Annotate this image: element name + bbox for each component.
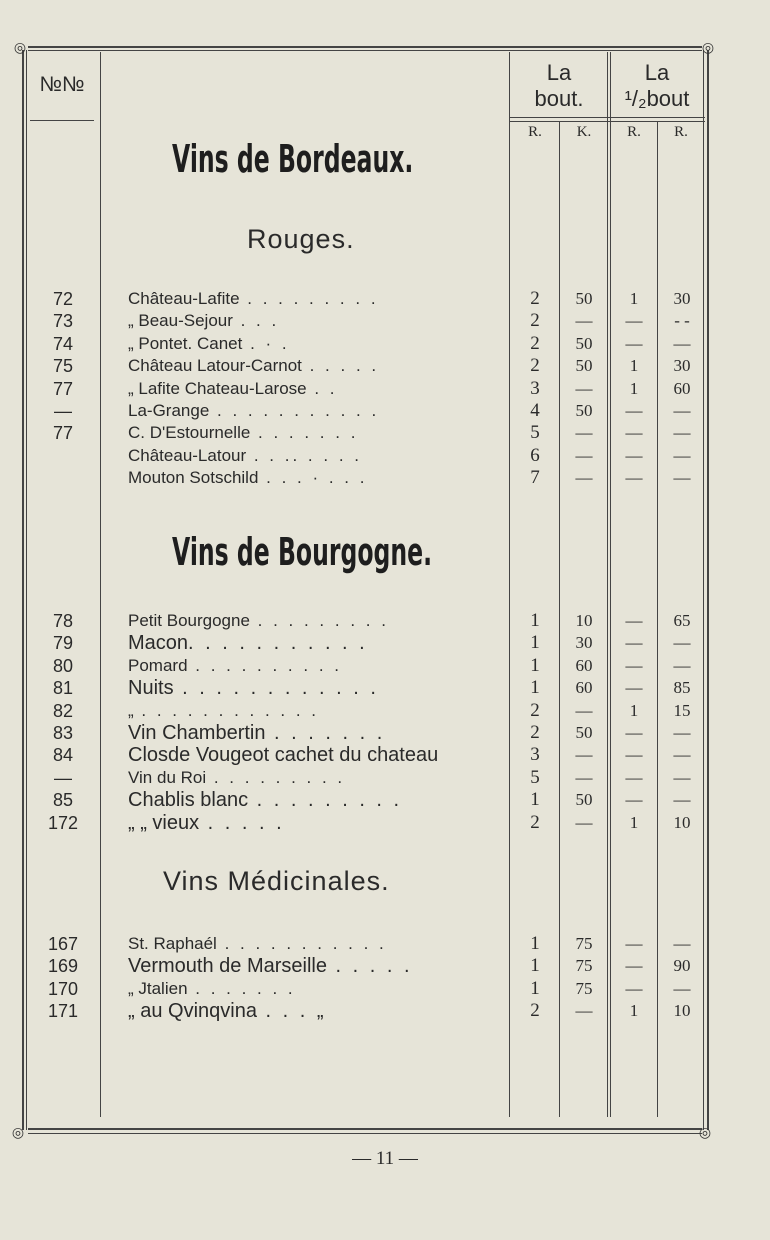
leader-dots: . . . . . . . xyxy=(265,722,386,744)
wine-name xyxy=(128,355,496,377)
half-bottle-kopecks: 65 xyxy=(673,611,691,630)
wine-name xyxy=(128,978,496,1000)
half-bottle-rubles: — xyxy=(625,767,643,787)
ornament-top-left-icon: ◎ xyxy=(13,39,27,55)
wine-name xyxy=(128,700,496,722)
half-bottle-rubles: — xyxy=(625,978,643,998)
bottle-rubles: 1 xyxy=(530,977,540,999)
wine-name-text: „ Beau-Sejour xyxy=(128,311,233,331)
table-row xyxy=(0,378,770,400)
wine-number: 83 xyxy=(52,723,74,743)
half-bottle-kopecks: — xyxy=(673,401,691,420)
bottle-rubles: 7 xyxy=(530,467,540,489)
table-row xyxy=(0,655,770,677)
half-bottle-rubles: — xyxy=(625,333,643,353)
wine-number: — xyxy=(54,767,72,788)
wine-name-text: Petit Bourgogne xyxy=(128,611,250,630)
half-bottle-rubles: — xyxy=(625,611,643,630)
half-bottle-kopecks: — xyxy=(673,767,691,787)
wine-name xyxy=(128,955,496,977)
table-row xyxy=(0,933,770,955)
half-bottle-header-line2: ¹/₂bout xyxy=(624,86,690,111)
bottle-kopecks: 50 xyxy=(575,289,593,308)
bottle-rubles: 5 xyxy=(530,422,540,444)
wine-name xyxy=(128,1000,496,1022)
half-bottle-kopecks: — xyxy=(673,655,691,675)
wine-name xyxy=(128,310,496,332)
half-bottle-kopecks: — xyxy=(673,445,691,465)
wine-number: — xyxy=(54,401,72,421)
wine-number: 171 xyxy=(47,1001,79,1022)
wine-name-text: Château-Lafite xyxy=(128,289,240,308)
half-bottle-kopecks: — xyxy=(673,723,691,742)
half-bottle-rubles: — xyxy=(625,790,643,810)
table-row xyxy=(0,333,770,355)
ornament-bottom-left-icon: ◎ xyxy=(11,1124,25,1140)
half-bottle-rubles: — xyxy=(625,678,643,698)
bordeaux-section-title: Vins de Bordeaux. xyxy=(172,137,414,181)
bottle-kopecks: 30 xyxy=(575,633,593,653)
table-row xyxy=(0,812,770,834)
bottle-kopecks: 10 xyxy=(575,611,593,630)
medicinales-subtitle: Vins Médicinales. xyxy=(163,866,390,896)
ornament-bottom-right-icon: ◎ xyxy=(698,1124,712,1140)
leader-dots: . . . . . . . . . xyxy=(248,789,403,812)
half-bottle-kopecks: 10 xyxy=(673,1001,691,1021)
wine-name xyxy=(128,467,496,489)
leader-dots: . . . . . . . . . xyxy=(239,289,379,308)
half-bottle-kopecks: 60 xyxy=(673,378,691,398)
table-row xyxy=(0,422,770,444)
leader-dots: . · . xyxy=(242,333,290,353)
wine-name xyxy=(128,677,496,699)
half-bottle-kopecks: 85 xyxy=(673,678,691,698)
bottle-rubles: 5 xyxy=(530,766,540,788)
table-row xyxy=(0,677,770,699)
wine-name-text: C. D'Estournelle xyxy=(128,423,251,443)
bottle-rubles: 2 xyxy=(530,332,540,354)
half-bottle-rubles: — xyxy=(625,445,643,465)
table-row xyxy=(0,467,770,489)
half-bottle-rubles: — xyxy=(625,956,643,976)
top-frame-line-inner xyxy=(28,50,702,51)
half-bottle-kopecks: — xyxy=(673,790,691,810)
bottle-kopecks: 50 xyxy=(575,401,593,420)
wine-name xyxy=(128,933,496,955)
table-row xyxy=(0,1000,770,1022)
half-bottle-kopecks: — xyxy=(673,468,691,488)
wine-name-text: St. Raphaél xyxy=(128,934,217,953)
wine-name-text: Vermouth de Marseille xyxy=(128,955,327,978)
table-row xyxy=(0,288,770,310)
wine-name xyxy=(128,744,496,766)
table-row xyxy=(0,355,770,377)
bottle-kopecks: — xyxy=(575,311,593,331)
bottle-kopecks: 75 xyxy=(575,978,593,998)
rouges-subtitle: Rouges. xyxy=(247,224,355,254)
wine-name xyxy=(128,610,496,632)
wine-name xyxy=(128,333,496,355)
wine-number: 78 xyxy=(52,611,74,631)
bottle-rubles: 2 xyxy=(530,355,540,377)
bottle-header-line2: bout. xyxy=(534,86,584,111)
wine-name xyxy=(128,445,496,467)
wine-number: 79 xyxy=(52,633,74,654)
wine-name-text: Mouton Sotschild xyxy=(128,468,259,488)
wine-number: 74 xyxy=(52,333,74,354)
number-column-header: №№ xyxy=(39,73,85,96)
leader-dots: . . . . . . . . . . . xyxy=(209,401,380,420)
bottle-kopecks: — xyxy=(575,745,593,765)
wine-name-text: Chablis blanc xyxy=(128,789,249,812)
half-bottle-kopecks: 30 xyxy=(673,356,691,376)
wine-name xyxy=(128,655,496,677)
wine-name xyxy=(128,812,496,834)
bottle-kopecks: — xyxy=(575,378,593,398)
leader-dots: . . . . . xyxy=(326,955,413,978)
unit-ruble-half: R. xyxy=(627,124,641,140)
half-bottle-kopecks: — xyxy=(673,333,691,353)
bottle-kopecks: — xyxy=(575,423,593,443)
bottle-kopecks: 50 xyxy=(575,790,593,810)
bottle-rubles: 4 xyxy=(530,400,540,421)
half-bottle-rubles: 1 xyxy=(629,1001,639,1021)
wine-name xyxy=(128,378,496,400)
bottle-rubles: 6 xyxy=(530,444,540,466)
leader-dots: . . . . . . . . . . xyxy=(187,655,342,675)
leader-dots: . . . . . . . . . . . xyxy=(216,934,387,953)
half-bottle-rubles: — xyxy=(625,655,643,675)
bottle-kopecks: 50 xyxy=(575,333,593,353)
price-header-rule xyxy=(509,117,705,118)
page-number: — 11 — xyxy=(352,1148,418,1169)
bottle-kopecks: — xyxy=(575,445,593,465)
half-bottle-kopecks: 90 xyxy=(673,956,691,976)
half-bottle-rubles: — xyxy=(625,423,643,443)
half-bottle-kopecks: - - xyxy=(674,311,690,331)
bottom-frame-line-inner xyxy=(28,1133,702,1134)
ornament-top-right-icon: ◎ xyxy=(701,39,715,55)
leader-dots: . . . . . . . . . xyxy=(249,611,389,630)
wine-name xyxy=(128,288,496,310)
leader-dots: . . . . . xyxy=(199,811,285,834)
bottle-kopecks: — xyxy=(575,1001,593,1021)
half-bottle-kopecks: — xyxy=(673,934,691,953)
wine-number: 75 xyxy=(52,356,74,377)
table-row xyxy=(0,700,770,722)
bottle-rubles: 1 xyxy=(530,677,540,699)
unit-ruble-half-2: R. xyxy=(674,124,688,140)
leader-dots: . . . . . . . . . . . xyxy=(188,632,368,655)
half-bottle-kopecks: — xyxy=(673,633,691,653)
bottle-rubles: 2 xyxy=(530,811,540,833)
wine-name-text: Château-Latour xyxy=(128,445,247,465)
wine-name-text: „ au Qvinqvina xyxy=(128,1000,257,1023)
leader-dots: . . xyxy=(306,378,338,398)
wine-number: 81 xyxy=(52,678,74,699)
wine-number: 170 xyxy=(47,978,79,999)
bottle-header-line1: La xyxy=(546,60,572,85)
wine-number: 73 xyxy=(52,311,74,332)
half-bottle-rubles: — xyxy=(625,723,643,742)
leader-dots: . . . . . . . xyxy=(250,423,359,443)
unit-kopeck-bottle: K. xyxy=(576,124,592,140)
wine-number: 82 xyxy=(52,700,74,721)
leader-dots: . . . . . . . . . . . . xyxy=(133,700,320,720)
table-row xyxy=(0,400,770,422)
bottle-kopecks: 60 xyxy=(575,655,593,675)
wine-name xyxy=(128,789,496,811)
wine-name xyxy=(128,400,496,422)
bottle-rubles: 2 xyxy=(530,722,540,743)
wine-number: 72 xyxy=(52,289,74,309)
wine-name-text: Vin du Roi xyxy=(128,767,207,787)
bottle-kopecks: 50 xyxy=(575,723,593,742)
wine-number: 77 xyxy=(52,378,74,399)
table-row xyxy=(0,744,770,766)
bottle-kopecks: — xyxy=(575,700,593,720)
half-bottle-rubles: 1 xyxy=(629,812,639,832)
table-row xyxy=(0,445,770,467)
wine-name xyxy=(128,722,496,744)
wine-name-text: „ Lafite Chateau-Larose xyxy=(128,378,307,398)
table-row xyxy=(0,310,770,332)
wine-name xyxy=(128,632,496,654)
bottle-rubles: 1 xyxy=(530,955,540,977)
half-bottle-kopecks: — xyxy=(673,423,691,443)
wine-name xyxy=(128,422,496,444)
wine-name-text: Closde Vougeot cachet du chateau xyxy=(128,744,439,767)
wine-number: 169 xyxy=(47,956,79,977)
half-bottle-rubles: — xyxy=(625,934,643,953)
bourgogne-section-title: Vins de Bourgogne. xyxy=(172,530,433,574)
half-bottle-header-line1: La xyxy=(644,60,670,85)
table-row xyxy=(0,955,770,977)
bottle-rubles: 2 xyxy=(530,699,540,721)
num-header-rule xyxy=(30,120,94,121)
bottle-rubles: 2 xyxy=(530,310,540,332)
bottle-rubles: 1 xyxy=(530,789,540,811)
half-bottle-rubles: 1 xyxy=(629,378,639,398)
half-bottle-kopecks: 15 xyxy=(673,700,691,720)
leader-dots: . . . · . . . xyxy=(258,468,368,488)
wine-name-text: Nuits xyxy=(128,677,174,700)
bottle-rubles: 2 xyxy=(530,288,540,309)
half-bottle-rubles: — xyxy=(625,401,643,420)
bottle-rubles: 2 xyxy=(530,1000,540,1022)
table-row xyxy=(0,789,770,811)
wine-name-text: „ Pontet. Canet xyxy=(128,333,243,353)
wine-name xyxy=(128,767,496,789)
leader-dots: . . .. . . . . xyxy=(246,445,362,465)
price-header-rule-2 xyxy=(509,121,705,122)
bottle-rubles: 1 xyxy=(530,632,540,654)
bottle-kopecks: 60 xyxy=(575,678,593,698)
bottle-kopecks: 75 xyxy=(575,956,593,976)
half-bottle-kopecks: — xyxy=(673,978,691,998)
wine-name-text: „ Jtalien xyxy=(128,978,188,998)
half-bottle-rubles: — xyxy=(625,745,643,765)
table-row xyxy=(0,632,770,654)
wine-name-text: Macon xyxy=(128,632,189,655)
bottle-rubles: 1 xyxy=(530,933,540,954)
wine-number: 80 xyxy=(52,655,74,676)
leader-dots: . . . . . . . . . xyxy=(206,767,346,787)
half-bottle-rubles: 1 xyxy=(629,289,639,308)
wine-name-text: Pomard xyxy=(128,655,188,675)
half-bottle-rubles: — xyxy=(625,633,643,653)
wine-name-text: „ xyxy=(128,700,134,720)
half-bottle-rubles: 1 xyxy=(629,700,639,720)
bottle-rubles: 1 xyxy=(530,654,540,676)
half-bottle-rubles: 1 xyxy=(629,356,639,376)
half-bottle-kopecks: 10 xyxy=(673,812,691,832)
wine-name-text: Vin Chambertin xyxy=(128,722,266,744)
leader-dots: . . . „ xyxy=(256,1000,327,1023)
wine-number: 85 xyxy=(52,790,74,811)
bottle-rubles: 3 xyxy=(530,744,540,766)
leader-dots: . . . xyxy=(232,311,280,331)
wine-number: 77 xyxy=(52,423,74,444)
half-bottle-kopecks: 30 xyxy=(673,289,691,308)
bottom-frame-line xyxy=(28,1128,702,1130)
table-row xyxy=(0,978,770,1000)
bottle-kopecks: — xyxy=(575,468,593,488)
wine-name-text: „ „ vieux xyxy=(128,811,200,834)
bottle-rubles: 3 xyxy=(530,377,540,399)
half-bottle-rubles: — xyxy=(625,468,643,488)
unit-ruble-bottle: R. xyxy=(528,124,542,140)
wine-name-text: Château Latour-Carnot xyxy=(128,356,302,376)
bottle-kopecks: — xyxy=(575,767,593,787)
bottle-kopecks: 50 xyxy=(575,356,593,376)
wine-number: 167 xyxy=(47,934,79,954)
table-row xyxy=(0,767,770,789)
bottle-kopecks: — xyxy=(575,812,593,832)
table-row xyxy=(0,610,770,632)
bottle-kopecks: 75 xyxy=(575,934,593,953)
wine-number: 84 xyxy=(52,745,74,766)
wine-name-text: La-Grange xyxy=(128,401,210,420)
leader-dots: . . . . . . . xyxy=(187,978,296,998)
leader-dots: . . . . . . . . . . . . xyxy=(173,677,379,700)
table-row xyxy=(0,722,770,744)
bottle-rubles: 1 xyxy=(530,610,540,631)
half-bottle-rubles: — xyxy=(625,311,643,331)
top-frame-line xyxy=(28,46,702,48)
leader-dots: . . . . . xyxy=(301,356,380,376)
half-bottle-kopecks: — xyxy=(673,745,691,765)
wine-number: 172 xyxy=(47,812,79,833)
